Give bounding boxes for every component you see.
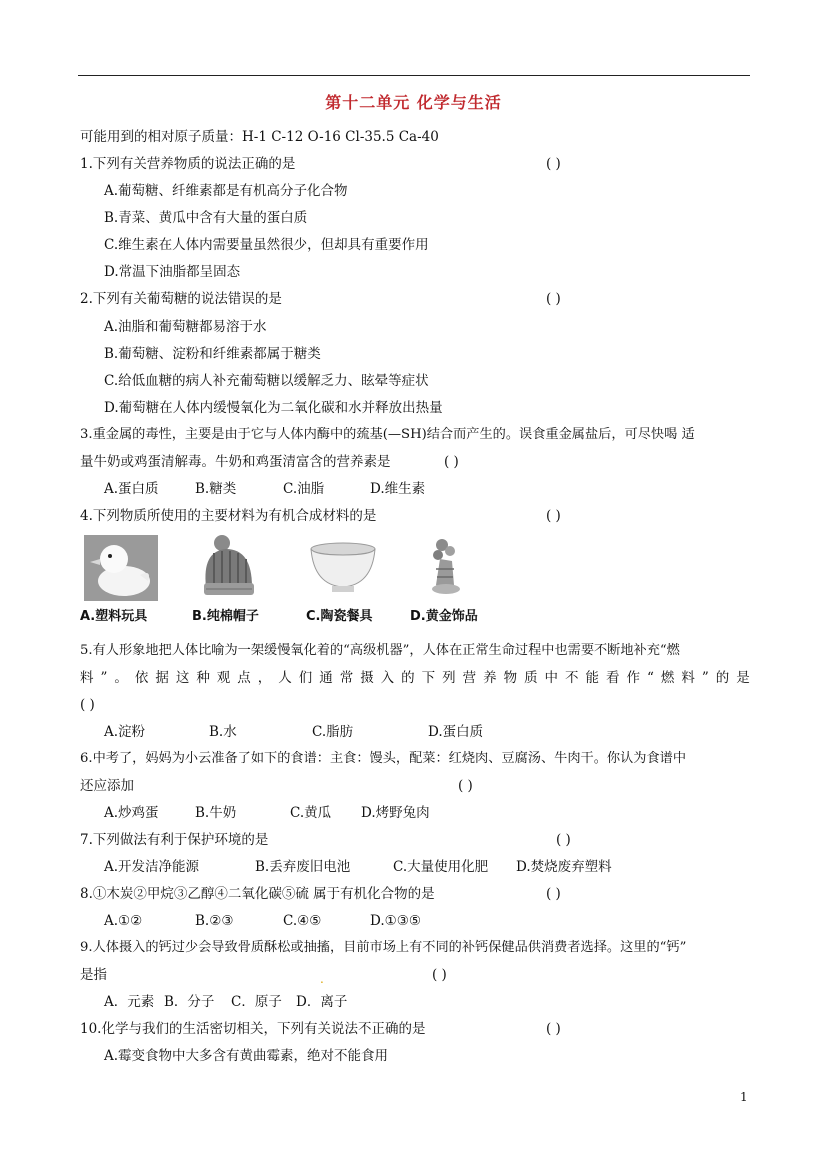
- knit-hat-image: [192, 535, 266, 601]
- page-number: 1: [740, 1090, 748, 1104]
- page-title: 第十二单元 化学与生活: [325, 93, 502, 112]
- q2-stem: 2.下列有关葡萄糖的说法错误的是: [80, 291, 282, 307]
- q8-option-b: B.②③: [195, 913, 234, 929]
- q4-caption-c: C.陶瓷餐具: [306, 609, 373, 624]
- q4-image-row: [80, 535, 500, 627]
- q5-stem-char: 种: [196, 670, 210, 686]
- q5-stem-char: ”: [701, 670, 709, 686]
- q1-stem: 1.下列有关营养物质的说法正确的是: [80, 156, 296, 172]
- q10-stem: 10.化学与我们的生活密切相关，下列有关说法不正确的是: [80, 1021, 426, 1037]
- q5-stem-char: 作: [626, 670, 640, 686]
- q7-option-a: A.开发洁净能源: [104, 859, 200, 875]
- q3-option-d: D.维生素: [370, 481, 426, 497]
- q6-option-b: B.牛奶: [195, 805, 237, 821]
- q5-stem-char: 依: [134, 670, 149, 686]
- q4-caption-d: D.黄金饰品: [410, 609, 478, 624]
- q5-stem-line2: [80, 669, 750, 687]
- q2-option-d: D.葡萄糖在人体内缓慢氧化为二氧化碳和水并释放出热量: [104, 400, 443, 416]
- q5-stem-char: 据: [155, 670, 169, 686]
- q1-option-d: D.常温下油脂都呈固态: [104, 264, 241, 280]
- q3-answer-blank: ( ): [444, 454, 459, 470]
- q5-stem-char: 中: [544, 670, 559, 686]
- q5-stem-char: ，: [257, 670, 272, 686]
- q5-stem-char: 入: [380, 670, 395, 686]
- header-rule: [78, 75, 750, 76]
- q4-answer-blank: ( ): [546, 508, 561, 524]
- gold-ornament-image: [410, 535, 484, 601]
- q9-option-a: A．元素: [104, 994, 155, 1010]
- q1-option-c: C.维生素在人体内需要量虽然很少，但却具有重要作用: [104, 237, 429, 253]
- q4-stem: 4.下列物质所使用的主要材料为有机合成材料的是: [80, 508, 377, 524]
- q5-stem-char: “: [646, 670, 654, 686]
- q5-stem-char: 点: [237, 670, 251, 686]
- q9-stem-line2: 是指: [80, 967, 107, 983]
- q3-stem-line2: 量牛奶或鸡蛋清解毒。牛奶和鸡蛋清富含的营养素是: [80, 454, 391, 470]
- q5-stem-char: 能: [585, 670, 600, 686]
- q5-stem-char: 看: [606, 670, 620, 686]
- ceramic-bowl-image: [306, 535, 380, 601]
- q5-stem-char: 养: [483, 670, 497, 686]
- q5-stem-char: 质: [524, 670, 538, 686]
- q2-option-c: C.给低血糖的病人补充葡萄糖以缓解乏力、眩晕等症状: [104, 373, 429, 389]
- q5-stem-char: 通: [319, 670, 333, 686]
- q2-option-a: A.油脂和葡萄糖都易溶于水: [104, 319, 267, 335]
- q4-caption-a: A.塑料玩具: [80, 609, 148, 624]
- q5-answer-blank: ( ): [80, 697, 95, 713]
- q5-stem-char: 燃: [660, 670, 675, 686]
- q1-answer-blank: ( ): [546, 156, 561, 172]
- q9-stem-line1: 9.人体摄入的钙过少会导致骨质酥松或抽搐，目前市场上有不同的补钙保健品供消费者选择。这里的“钙”: [80, 940, 687, 955]
- q9-option-b: B．分子: [164, 994, 215, 1010]
- q9-option-d: D．离子: [296, 994, 348, 1010]
- q5-stem-char: 不: [565, 670, 579, 686]
- q9-answer-blank: ( ): [432, 967, 447, 983]
- q5-stem-char: 人: [278, 670, 292, 686]
- q5-stem-char: 们: [298, 670, 313, 686]
- q1-option-b: B.青菜、黄瓜中含有大量的蛋白质: [104, 210, 308, 226]
- q3-option-a: A.蛋白质: [104, 481, 159, 497]
- q5-stem-line1: 5.有人形象地把人体比喻为一架缓慢氧化着的“高级机器”，人体在正常生命过程中也需要不断地补充“燃: [80, 643, 680, 658]
- q6-answer-blank: ( ): [458, 778, 473, 794]
- q6-option-a: A.炒鸡蛋: [104, 805, 159, 821]
- q5-stem-char: ”: [100, 670, 108, 686]
- q1-option-a: A.葡萄糖、纤维素都是有机高分子化合物: [104, 183, 348, 199]
- q7-stem: 7.下列做法有利于保护环境的是: [80, 832, 269, 848]
- q5-stem-char: 料: [681, 670, 695, 686]
- q2-option-b: B.葡萄糖、淀粉和纤维素都属于糖类: [104, 346, 321, 362]
- q5-stem-char: 的: [715, 670, 730, 686]
- q10-option-a: A.霉变食物中大多含有黄曲霉素，绝对不能食用: [104, 1048, 389, 1064]
- q5-stem-char: 。: [114, 670, 128, 686]
- q3-stem-line1: 3.重金属的毒性，主要是由于它与人体内酶中的巯基(—SH)结合而产生的。误食重金属盐后，可尽快喝 适: [80, 427, 695, 442]
- q5-stem-char: 营: [462, 670, 477, 686]
- q6-option-c: C.黄瓜: [290, 805, 332, 821]
- q5-option-d: D.蛋白质: [428, 724, 484, 740]
- q5-stem-char: 摄: [360, 670, 374, 686]
- q10-answer-blank: ( ): [546, 1021, 561, 1037]
- q7-option-c: C.大量使用化肥: [393, 859, 489, 875]
- q8-option-d: D.①③⑤: [370, 913, 421, 929]
- q5-stem-char: 这: [175, 670, 190, 686]
- q5-option-b: B.水: [209, 724, 237, 740]
- q8-answer-blank: ( ): [546, 886, 561, 902]
- q8-option-c: C.④⑤: [283, 913, 322, 929]
- q5-stem-char: 下: [421, 670, 436, 686]
- q8-option-a: A.①②: [104, 913, 143, 929]
- q6-option-d: D.烤野兔肉: [361, 805, 430, 821]
- q5-stem-char: 常: [339, 670, 354, 686]
- q9-option-c: C．原子: [231, 994, 282, 1010]
- q6-stem-line2: 还应添加: [80, 778, 134, 794]
- q5-stem-char: 物: [503, 670, 518, 686]
- q5-stem-char: 料: [80, 670, 94, 686]
- q5-stem-char: 的: [401, 670, 415, 686]
- q5-stem-char: 列: [442, 670, 456, 686]
- q5-option-c: C.脂肪: [312, 724, 354, 740]
- plastic-duck-toy-image: [84, 535, 158, 601]
- q7-option-b: B.丢弃废旧电池: [255, 859, 351, 875]
- q5-stem-char: 观: [216, 670, 231, 686]
- q7-answer-blank: ( ): [556, 832, 571, 848]
- stray-mark: .: [320, 972, 324, 986]
- q2-answer-blank: ( ): [546, 291, 561, 307]
- q5-option-a: A.淀粉: [104, 724, 146, 740]
- q7-option-d: D.焚烧废弃塑料: [516, 859, 612, 875]
- atomic-masses: 可能用到的相对原子质量：H-1 C-12 O-16 Cl-35.5 Ca-40: [80, 129, 439, 145]
- q8-stem: 8.①木炭②甲烷③乙醇④二氧化碳⑤硫 属于有机化合物的是: [80, 886, 435, 902]
- q3-option-b: B.糖类: [195, 481, 237, 497]
- q4-caption-b: B.纯棉帽子: [192, 609, 259, 624]
- q5-stem-char: 是: [736, 670, 750, 686]
- q6-stem-line1: 6.中考了，妈妈为小云准备了如下的食谱：主食：馒头，配菜：红烧肉、豆腐汤、牛肉干。你认为食谱中: [80, 751, 687, 766]
- q3-option-c: C.油脂: [283, 481, 325, 497]
